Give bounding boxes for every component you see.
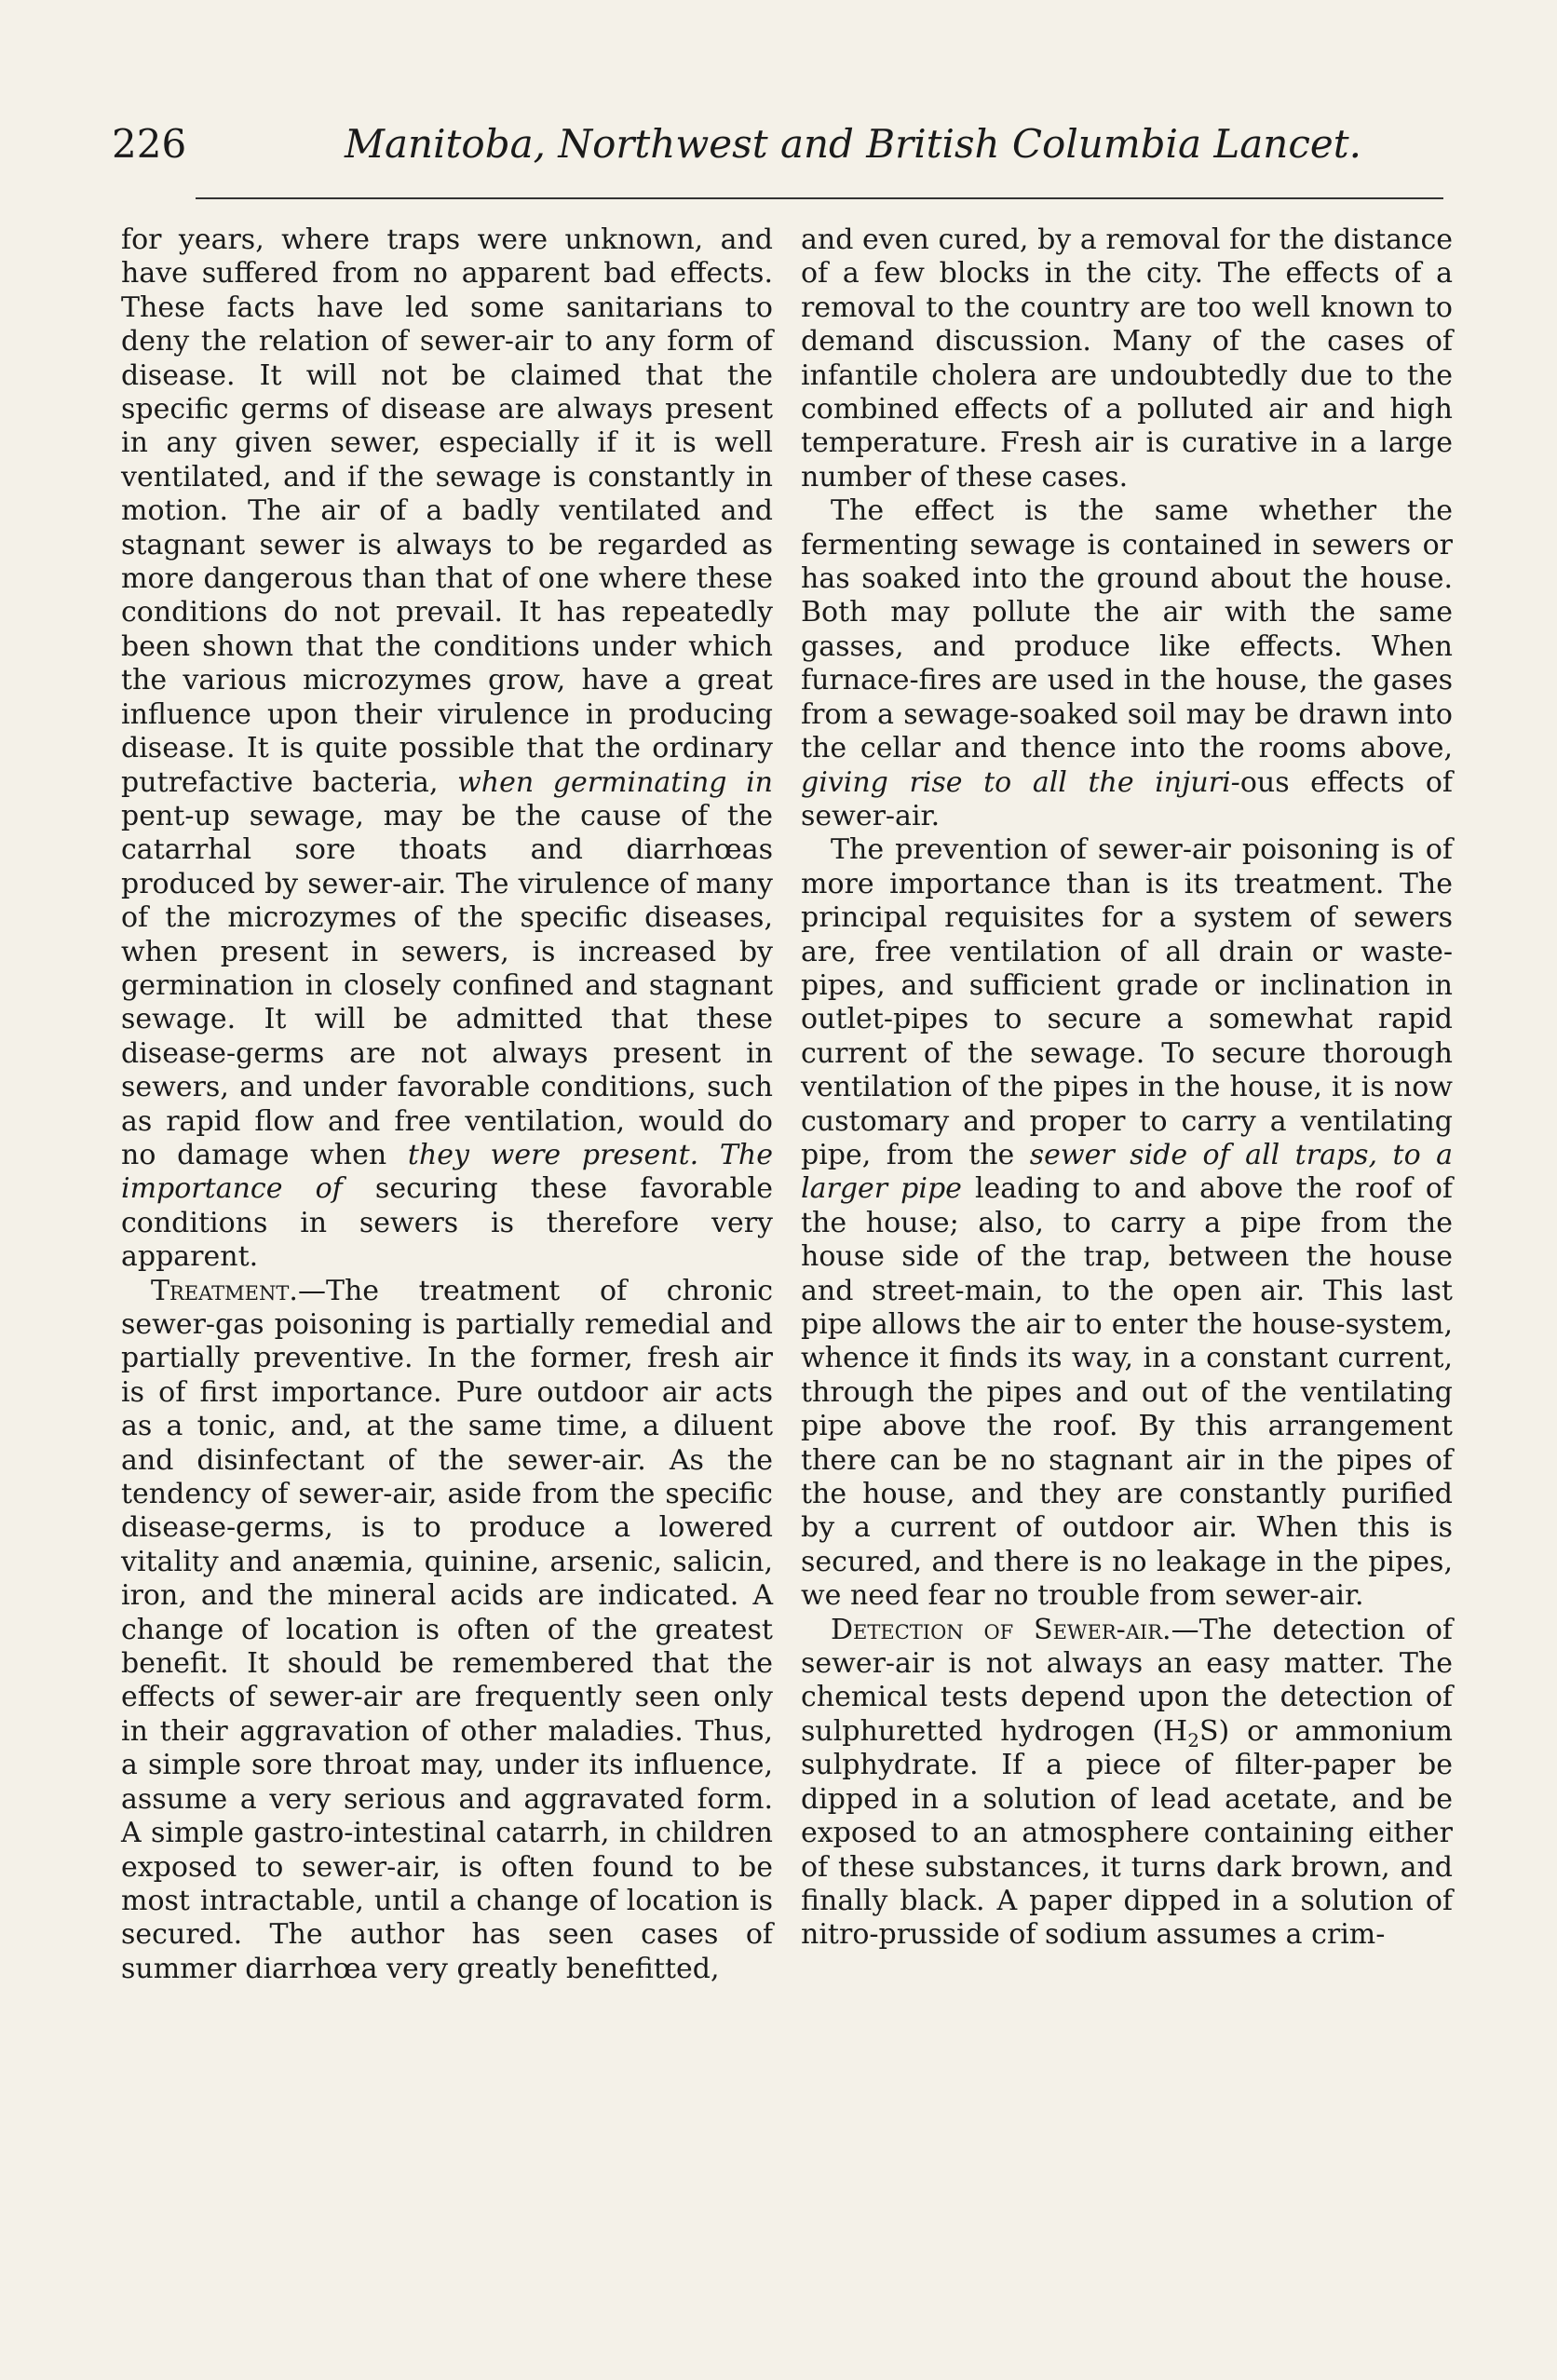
text-run: for years, where traps were unknown, and have suffered from no apparent bad effects. These facts have led some sanitarians to deny the relation of sewer-air to any form of disease. It will not be claimed that the specific germs of disease are always present in any given sewer, especially if it is well ventilated, and if the sewage is constantly in motion. The air of a badly ventilated and stagnant sewer is always to be regarded as more dangerous than that of one where these conditions do not prevail. It has repeatedly been shown that the conditions under which the various microzymes grow, have a great influence upon their virulence in producing disease. It is quite possible that the ordinary putrefactive bacteria, — [121, 223, 773, 799]
paragraph — [801, 223, 1453, 494]
italic-run: giving rise to all the injuri- — [801, 765, 1240, 799]
text-run: ous effects of sewer-air. — [801, 765, 1453, 832]
page-number: 226 — [112, 121, 187, 167]
subscript: 2 — [1187, 1728, 1199, 1751]
text-run: The effect is the same whether the fermenting sewage is contained in sewers or has soaked into the ground about the house. Both may pollute the air with the same gasses, and produce like effects. When furnace-fires are used in the house, the gases from a sewage-soaked soil may be drawn into the cellar and thence into the rooms above, — [801, 494, 1453, 765]
text-run: —The detection of sewer-air is not always an easy matter. The chemical tests depend upon the detection of sulphuretted hydrogen (H — [801, 1613, 1453, 1748]
paragraph-treatment — [121, 1275, 773, 1987]
italic-run: they were present. The importance of — [121, 1138, 773, 1206]
page-header — [112, 112, 1462, 177]
right-column — [801, 223, 1453, 1953]
paragraph — [801, 494, 1453, 833]
left-column — [121, 223, 773, 1986]
text-run: S) or ammonium sulphydrate. If a piece of filter-paper be dipped in a solution of lead acetate, and be exposed to an atmosphere containing either of these substances, it turns dark brown, and finally black. A paper dipped in a solution of nitro-prusside of sodium assumes a crim- — [801, 1714, 1453, 1952]
italic-run: sewer side of all traps, to a larger pipe — [801, 1138, 1453, 1206]
section-heading: Detection of Sewer-air. — [831, 1613, 1171, 1646]
header-rule — [196, 197, 1443, 199]
text-run: securing these favorable conditions in sewers is therefore very apparent. — [121, 1172, 773, 1274]
text-run: leading to and above the roof of the house; also, to carry a pipe from the house side of the trap, between the house and street-main, to the open air. This last pipe allows the air to enter the house-system, whence it finds its way, in a constant current, through the pipes and out of the ventilating pipe above the roof. By this arrangement there can be no stagnant air in the pipes of the house, and they are constantly purified by a current of outdoor air. When this is secured, and there is no leakage in the pipes, we need fear no trouble from sewer-air. — [801, 1172, 1453, 1613]
running-title: Manitoba, Northwest and British Columbia Lancet. — [345, 121, 1361, 167]
italic-run: when germinating in — [457, 765, 773, 799]
text-run: The prevention of sewer-air poisoning is of more importance than is its treatment. The principal requisites for a system of sewers are, free ventilation of all drain or waste-pipes, and sufficient grade or inclination in outlet-pipes to secure a somewhat rapid current of the sewage. To secure thorough ventilation of the pipes in the house, it is now customary and proper to carry a ventilating pipe, from the — [801, 833, 1453, 1171]
text-run: —The treatment of chronic sewer-gas poisoning is partially remedial and partially preventive. In the former, fresh air is of first importance. Pure outdoor air acts as a tonic, and, at the same time, a diluent and disinfectant of the sewer-air. As the tendency of sewer-air, aside from the specific disease-germs, is to produce a lowered vitality and anæmia, quinine, arsenic, salicin, iron, and the mineral acids are indicated. A change of location is often of the greatest benefit. It should be remembered that the effects of sewer-air are frequently seen only in their aggravation of other maladies. Thus, a simple sore throat may, under its influence, assume a very serious and aggravated form. A simple gastro-intestinal catarrh, in children exposed to sewer-air, is often found to be most intractable, until a change of location is secured. The author has seen cases of summer diarrhœa very greatly benefitted, — [121, 1274, 773, 1985]
text-run: pent-up sewage, may be the cause of the catarrhal sore thoats and diarrhœas produced by sewer-air. The virulence of many of the microzymes of the specific diseases, when present in sewers, is increased by germination in closely confined and stagnant sewage. It will be admitted that these disease-germs are not always present in sewers, and under favorable conditions, such as rapid flow and free ventilation, would do no damage when — [121, 799, 773, 1171]
paragraph — [121, 223, 773, 1275]
paragraph — [801, 833, 1453, 1613]
text-run: and even cured, by a removal for the distance of a few blocks in the city. The effects of a removal to the country are too well known to demand discussion. Many of the cases of infantile cholera are undoubtedly due to the combined effects of a polluted air and high temperature. Fresh air is curative in a large number of these cases. — [801, 223, 1453, 494]
paragraph-detection — [801, 1614, 1453, 1953]
section-heading: Treatment. — [151, 1274, 298, 1307]
